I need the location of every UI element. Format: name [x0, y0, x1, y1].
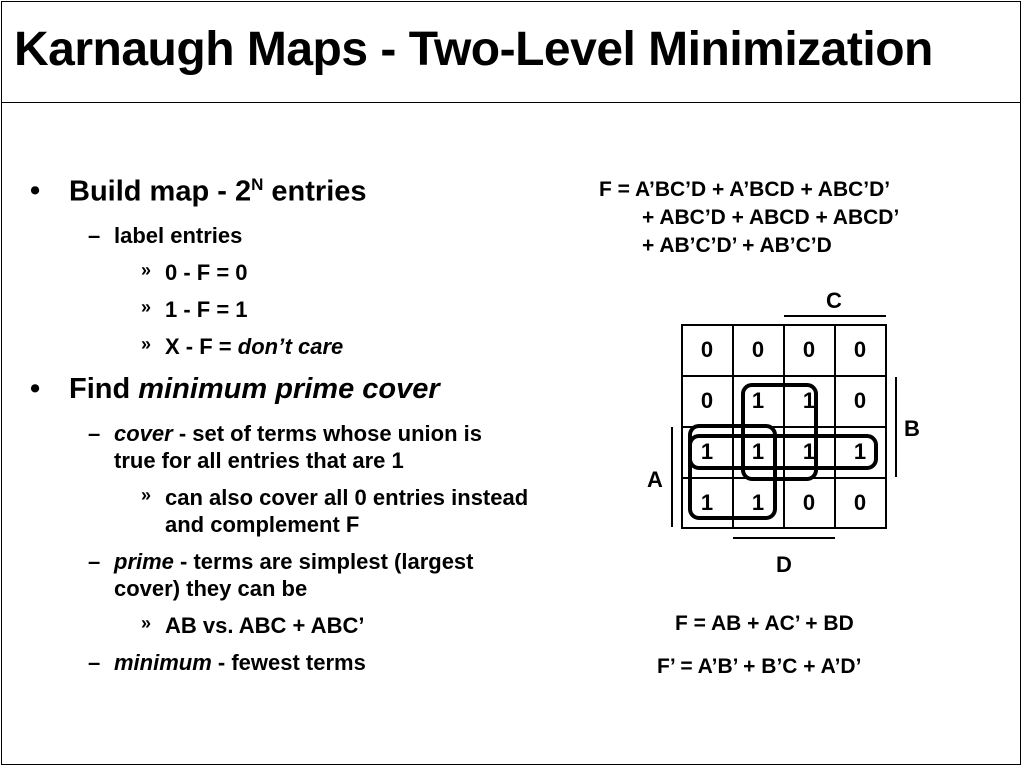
sub-prime-line1: - terms are simplest (largest [173, 549, 474, 574]
bullet-build-map-text: Build map - 2 [69, 175, 252, 208]
item-cover-zero: can also cover all 0 entries instead [165, 485, 529, 510]
item-cover-zero-line2: and complement F [165, 512, 360, 537]
slide-title: Karnaugh Maps - Two-Level Minimization [14, 23, 933, 76]
dash-marker: – [88, 549, 101, 574]
kmap-cell: 0 [700, 388, 714, 413]
bullet-find-cover-em: minimum prime cover [138, 373, 440, 405]
item-one: 1 - F = 1 [165, 297, 248, 322]
item-zero: 0 - F = 0 [165, 260, 248, 285]
sub-cover-em: cover [114, 421, 173, 446]
kmap-cell: 0 [700, 337, 714, 362]
kmap-cell: 1 [853, 439, 867, 464]
kmap-cell: 0 [853, 490, 867, 515]
sub-minimum-em: minimum [114, 650, 212, 675]
kmap-cell: 1 [751, 490, 765, 515]
sub-prime-line2: cover) they can be [114, 576, 308, 601]
sub-cover-line2: true for all entries that are 1 [114, 448, 404, 473]
arrow-marker: » [141, 485, 152, 505]
var-label-a: A [647, 467, 663, 492]
kmap-cell: 1 [700, 439, 714, 464]
sub-prime-em: prime [114, 549, 174, 574]
result-f-complement: F’ = A’B’ + B’C + A’D’ [657, 655, 862, 678]
equation-line-3: + AB’C’D’ + AB’C’D [642, 234, 832, 257]
equation-line-1: F = A’BC’D + A’BCD + ABC’D’ [599, 178, 891, 201]
var-label-d: D [776, 552, 792, 577]
bullet-find-cover-text: Find [69, 373, 139, 405]
sub-minimum-rest: - fewest terms [211, 650, 366, 675]
equation-line-2: + ABC’D + ABCD + ABCD’ [642, 206, 900, 229]
item-prime-example: AB vs. ABC + ABC’ [165, 613, 365, 638]
kmap-cell: 0 [853, 337, 867, 362]
loop-ab [690, 436, 876, 468]
kmap-cell: 1 [802, 388, 816, 413]
arrow-marker: » [141, 297, 152, 317]
kmap-cell: 1 [700, 490, 714, 515]
kmap-cell: 0 [802, 337, 816, 362]
result-f: F = AB + AC’ + BD [675, 612, 854, 635]
item-dont-care-prefix: X - F = [165, 334, 238, 359]
loop-bd [743, 385, 816, 479]
dash-marker: – [88, 650, 101, 675]
var-label-b: B [904, 416, 920, 441]
bullet-build-map-rest: entries [263, 175, 367, 208]
kmap-cell: 1 [751, 388, 765, 413]
kmap-cell: 0 [802, 490, 816, 515]
kmap-cell: 0 [853, 388, 867, 413]
bullet-marker: • [30, 373, 41, 405]
sub-cover-line1: - set of terms whose union is [172, 421, 482, 446]
kmap-cell: 1 [751, 439, 765, 464]
arrow-marker: » [141, 334, 152, 354]
arrow-marker: » [141, 260, 152, 280]
var-label-c: C [826, 288, 842, 313]
loop-ac-prime [690, 426, 775, 518]
superscript-n: N [251, 175, 264, 194]
bullet-marker: • [30, 175, 41, 207]
sub-label-entries: label entries [114, 223, 243, 248]
item-dont-care-em: don’t care [237, 334, 344, 359]
arrow-marker: » [141, 613, 152, 633]
kmap-cell: 1 [802, 439, 816, 464]
kmap-cell: 0 [751, 337, 765, 362]
dash-marker: – [88, 223, 101, 248]
dash-marker: – [88, 421, 101, 446]
